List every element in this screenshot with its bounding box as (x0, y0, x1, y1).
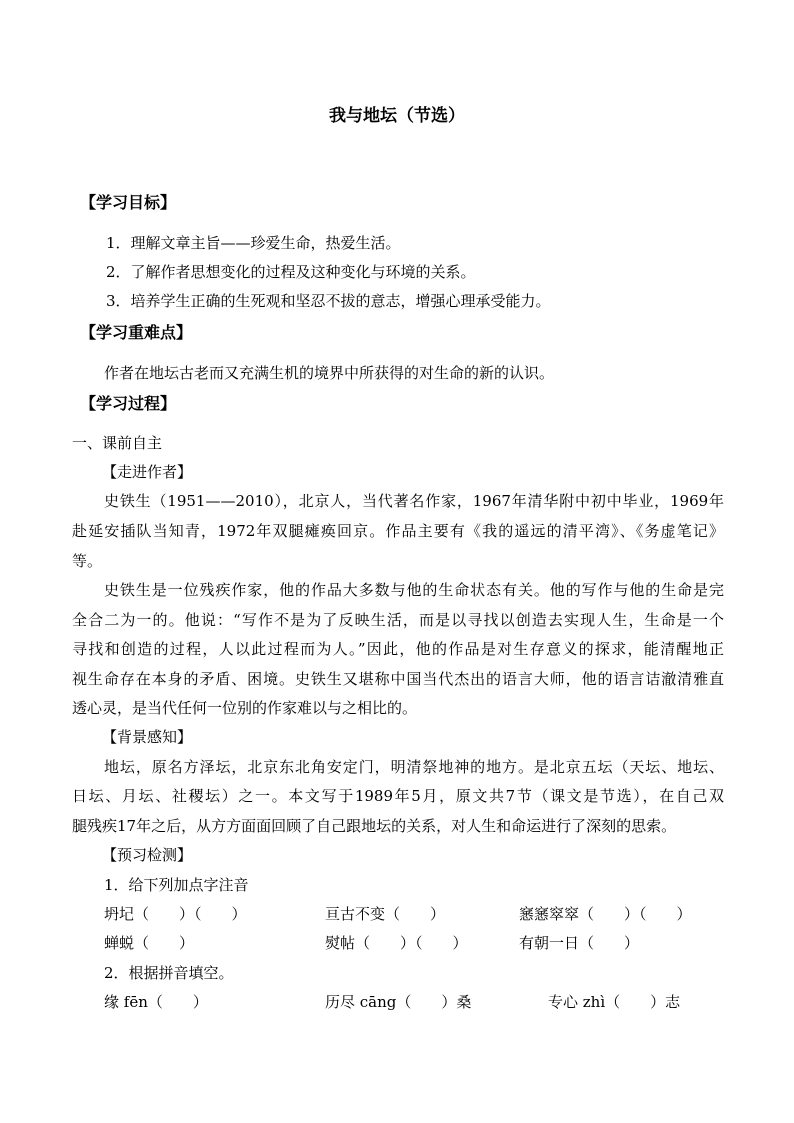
background-line1: 地坛，原名方泽坛，北京东北角安定门，明清祭地神的地方。是北京五坛（天坛、地坛、 (104, 758, 724, 776)
fill-item-zhuanxin: 专心 zhì（ ）志 (548, 993, 681, 1011)
background-line2: 日坛、月坛、社稷坛）之一。本文写于1989年5月，原文共7节（课文是节选），在自己双 (72, 787, 724, 805)
author-para2-line3: 寻找和创造的过程，人以此过程而为人。”因此，他的作品是对生存意义的探求，能清醒地正 (72, 640, 724, 658)
goal-item-3: 3．培养学生正确的生死观和坚忍不拔的意志，增强心理承受能力。 (106, 292, 551, 310)
section-heading-process: 【学习过程】 (80, 394, 177, 413)
pinyin-item-gengu: 亘古不变（ ） (325, 905, 446, 923)
author-para1-line3: 等。 (72, 552, 103, 570)
subheading-background: 【背景感知】 (102, 728, 193, 746)
author-para2-line2: 全合二为一的。他说：“写作不是为了反映生活，而是以寻找以创造去实现人生，生命是一个 (72, 611, 724, 629)
pinyin-item-xisu: 窸窸窣窣（ ）（ ） (519, 905, 692, 923)
section-heading-key-points: 【学习重难点】 (80, 323, 193, 342)
subheading-author: 【走进作者】 (102, 463, 193, 481)
pinyin-item-yutie: 熨帖（ ）（ ） (325, 934, 468, 952)
background-line3: 腿残疾17年之后，从方方面面回顾了自己跟地坛的关系，对人生和命运进行了深刻的思索。 (72, 817, 677, 835)
author-para2-line4: 视生命存在本身的矛盾、困境。史铁生又堪称中国当代杰出的语言大师，他的语言诘澈清雅直 (72, 670, 724, 688)
fill-item-cangsang: 历尽 cāng（ ）桑 (325, 993, 472, 1011)
author-para2-line1: 史铁生是一位残疾作家，他的作品大多数与他的生命状态有关。他的写作与他的生命是完 (104, 581, 724, 599)
author-para1-line1: 史铁生（1951——2010），北京人，当代著名作家，1967年清华附中初中毕业，1969年 (104, 492, 724, 510)
pinyin-item-chantui: 蝉蜕（ ） (104, 934, 195, 952)
preview-question-1: 1．给下列加点字注音 (104, 876, 249, 894)
page-title: 我与地坛（节选） (329, 106, 465, 126)
key-points-text: 作者在地坛古老而又充满生机的境界中所获得的对生命的新的认识。 (104, 364, 555, 382)
author-para1-line2: 赴延安插队当知青，1972年双腿瘫痪回京。作品主要有《我的遥远的清平湾》、《务虚笔记》 (72, 522, 724, 540)
subheading-preview: 【预习检测】 (102, 846, 193, 864)
goal-item-1: 1．理解文章主旨——珍爱生命，热爱生活。 (106, 234, 401, 252)
pinyin-item-tanpi: 坍圮（ ）（ ） (104, 905, 247, 923)
preview-question-2: 2．根据拼音填空。 (104, 964, 234, 982)
section-heading-goals: 【学习目标】 (80, 193, 177, 212)
goal-item-2: 2．了解作者思想变化的过程及这种变化与环境的关系。 (106, 263, 476, 281)
fill-item-yuanfen: 缘 fēn（ ） (104, 993, 208, 1011)
author-para2-line5: 透心灵，是当代任何一位别的作家难以与之相比的。 (72, 699, 418, 717)
pinyin-item-youzhaoyiri: 有朝一日（ ） (519, 934, 640, 952)
part-heading-pre-class: 一、课前自主 (72, 434, 163, 452)
